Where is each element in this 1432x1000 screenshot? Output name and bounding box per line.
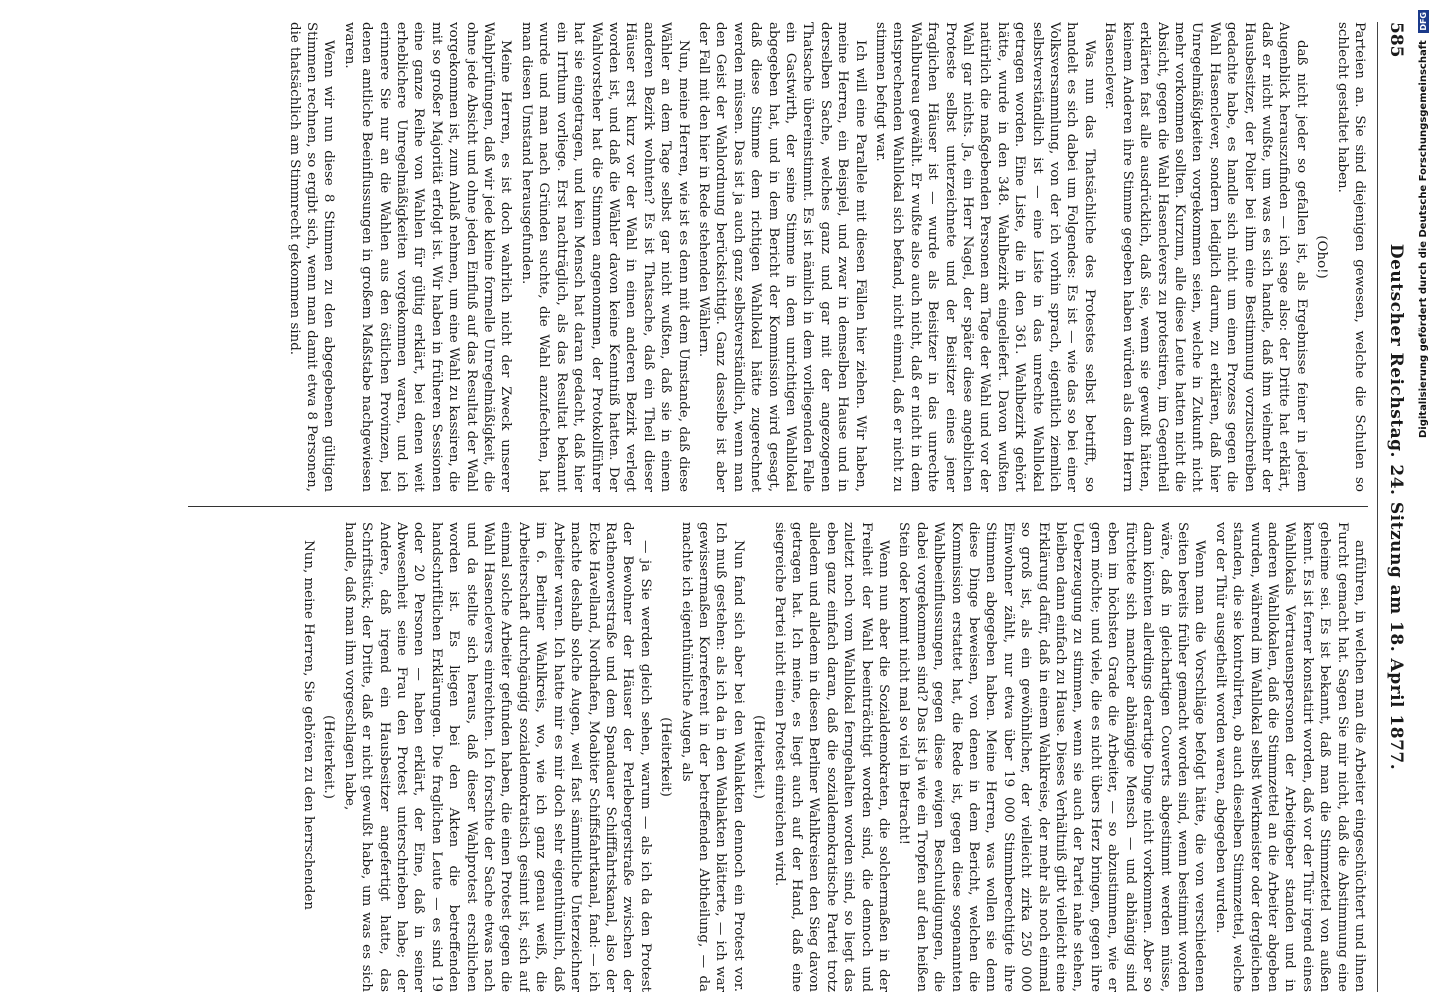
scanned-page [156,22,1412,992]
left-column-paragraph: Meine Herren, es ist doch wahrlich nicht der Zweck unserer Wahlprüfungen, daß wir jede kleine formelle Unregelmäßigkeit, die ohne jede Absicht und ohne jeden Einfluß auf das Resultat der Wahl vorgekommen ist, zum Anlaß nehmen, um eine Wahl zu kassiren, die mit so großer Majorität erfolgt ist. Wir haben in früheren Sessionen eine ganze Reihe von Wahlen für gültig erklärt, bei denen weit erheblichere Unregelmäßigkeiten vorgekommen waren, und ich erinnere Sie nur an die Wahlen aus den östlichen Provinzen, bei denen amtliche Beeinflussungen in großem Maßstabe nachgewiesen waren. [341,22,514,492]
left-column-paragraph: Wenn wir nun diese 8 Stimmen zu den abgegebenen gültigen Stimmen rechnen, so ergibt sich, wenn man damit etwa 8 Personen, die thatsächlich am Stimmrecht gekommen sind. [286,22,337,492]
page-number: 585 [1386,22,1406,58]
right-column-paragraph: (Heiterkeit) [658,717,674,797]
left-column-paragraph: Ich will eine Parallele mit diesen Fällen hier ziehen. Wir haben, meine Herren, ein Beispiel, und zwar in demselben Hause und in derselben Sache, welches ganz und gar mit der angezogenen Thatsache übereinstimmt. Es ist nämlich in dem vorliegenden Falle ein Gastwirth, der seine Stimme in dem unrichtigen Wahllokal abgegeben hat, und in dem Bericht der Kommission wird gesagt, daß diese Stimme dem richtigen Wahllokal hätte zugerechnet werden müssen. Das ist ja auch ganz selbstverständlich, wenn man den Geist der Wahlordnung berücksichtigt. Ganz dasselbe ist aber der Fall mit den hier in Rede stehenden Wählern. [695,22,868,492]
right-column-paragraph: anführen, in welchen man die Arbeiter eingeschüchtert und ihnen Furcht gemacht hat. Sagen Sie mir nicht, daß die Abstimmung eine geheime sei. Es ist bekannt, daß man die Stimmzettel von außen kennt. Es ist ferner konstatirt worden, daß vor der Thür irgend eines Wahllokals Vertrauenspersonen der Arbeitgeber standen und in anderen Wahllokalen, daß die Stimmzettel an die Arbeiter abgeben wurden, während im Wahllokal selbst Werkmeister oder dergleichen standen, die sie kontrolirten, ob auch dieselben Stimmzettel, welche vor der Thür ausgetheilt worden waren, abgegeben wurden. [1212,522,1367,992]
dfg-logo-icon: DFG [1418,12,1428,31]
left-column-paragraph: daß nicht jeder so gefallen ist, als Ergebnisse feiner in jedem Augenblick herauszufinden — ich sage also: der Dritte hat erklärt, daß er nicht wußte, um was es sich handle, daß ihm vielmehr der Hausbesitzer, der Polier bei ihm eine Bestimmung vorzuschreiben gedachte habe, es handle sich nicht um einen Prozess gegen die Wahl Hasenclever, sondern lediglich darum, zu erklären, daß hier Unregelmäßigkeiten vorgekommen seien, welche in Zukunft nicht mehr vorkommen sollten. Kurzum, alle diese Leute hatten nicht die Absicht, gegen die Wahl Hasenclevers zu protestiren, im Gegentheil erklärten fast alle ausdrücklich, daß sie, wenn sie gewußt hätten, keinem Anderen ihre Stimme gegeben haben würden als dem Herrn Hasenclever. [1102,22,1309,492]
right-column [168,522,1368,992]
right-column-paragraph: Nun fand sich aber bei den Wahlakten dennoch ein Protest vor. Ich muß gestehen: als ich da in den Wahlakten blätterte, — ich war gewissermaßen Korreferent in der betreffenden Abtheilung, — da machte ich eigenthümliche Augen, als [678,522,746,992]
right-column-paragraph: (Heiterkeit.) [321,715,337,799]
running-title: Deutscher Reichstag. 24. Sitzung am 18. April 1877. [1386,243,1406,771]
attribution-label: Digitalisierung gefördert durch die Deutsche Forschungsgemeinschaft [1418,40,1429,439]
right-column-paragraph: (Heiterkeit.) [751,715,767,799]
page-header [1377,22,1412,992]
left-column-paragraph: (Oho!) [1314,235,1330,279]
left-column-paragraph: Was nun das Thatsächliche des Protestes selbst betrifft, so handelt es sich dabei um Folgendes: Es ist — wie das so bei einer Volksversammlung, von der ich vorhin sprach, eigentlich ziemlich selbstverständlich ist — eine Liste in das unrechte Wahllokal getragen worden. Eine Liste, die in den 361. Wahlbezirk gehört hätte, wurde in den 348. Wahlbezirk eingeliefert. Davon wußten natürlich die maßgebenden Personen am Tage der Wahl und vor der Wahl gar nichts. Ja, ein Herr Nagel, der später diese angeblichen Proteste selbst unterzeichnete und der Beisitzer eines jener fraglichen Häuser ist — wurde als Beisitzer in das unrechte Wahlbureau gewählt. Er wußte also auch nicht, daß er nicht in dem entsprechenden Wahllokal sich befand, nicht einmal, daß er nicht zu stimmen befugt war. [873,22,1097,492]
right-column-paragraph: Wenn man die Vorschläge befolgt hätte, die von verschiedenen Seiten bereits früher gemacht worden sind, wenn bestimmt worden wäre, daß in gleichartigen Couverts abgestimmt werden müsse, dann könnten allerdings derartige Dinge nicht vorkommen. Aber so fürchtete sich mancher abhängige Mensch — und abhängig sind eben im höchsten Grade die Arbeiter, — so abzustimmen, wie er gern möchte; und viele, die es nicht übers Herz bringen, gegen ihre Ueberzeugung zu stimmen, wenn sie auch der Partei nahe stehen, bleiben dann einfach zu Hause. Dieses Verhältniß gibt vielleicht eine Erklärung dafür, daß in einem Wahlkreise, der mehr als noch einmal so groß ist, als ein gewöhnlicher, der vielleicht zirka 250 000 Einwohner zählt, nur etwa über 19 000 Stimmberechtigte ihre Stimmen abgegeben haben. Meine Herren, was wollen sie denn diese Dinge beweisen, von denen in dem Bericht, welchen die Kommission erstattet hat, die Rede ist, gegen diese sogenannten Wahlbeeinflussungen, gegen diese ewigen Beschuldigungen, die dabei vorgekommen sind? Das ist ja wie ein Tropfen auf den heißen Stein oder kommt nicht mal so viel in Betracht! [896,522,1208,992]
attribution-text [1416,10,1432,990]
right-column-paragraph: Wenn nun aber die Sozialdemokraten, die solchermaßen in der Freiheit der Wahl beeinträchtigt worden sind, die dennoch und zuletzt noch vom Wahllokal ferngehalten worden sind, so liegt das eben ganz einfach daran, daß die sozialdemokratische Partei trotz alledem und alledem in diesen Berliner Wahlkreisen den Sieg davon getragen hat. Ich meine, es liegt auch auf der Hand, daß eine siegreiche Partei nicht einen Protest einreichen wird. [771,522,892,992]
attribution-strip [1416,10,1432,990]
right-column-paragraph: Nun, meine Herren, Sie gehören zu den herrschenden [301,540,317,911]
left-column [168,22,1368,492]
left-column-paragraph: Nun, meine Herren, wie ist es denn mit dem Umstande, daß diese Wähler an dem Tage selbst gar nicht wußten, daß sie in einem anderen Bezirk wohnten? Es ist Thatsache, daß ein Theil dieser Häuser erst kurz vor der Wahl in einen anderen Bezirk verlegt worden ist, und daß die Wähler davon keine Kenntniß hatten. Der Wahlvorsteher hat die Stimmen angenommen, der Protokollführer hat sie eingetragen, und kein Mensch hat daran gedacht, daß hier ein Irrthum vorliege. Erst nachträglich, als das Resultat bekannt wurde und man nach Gründen suchte, die Wahl anzufechten, hat man diesen Umstand herausgefunden. [518,22,691,492]
right-column-paragraph: — ja Sie werden gleich sehen, warum — als ich da den Protest der Bewohner der Häuser der Perlebergerstraße zwischen der Rathenowerstraße und dem Spandauer Schifffahrtskanal, also der Ecke Havelland, Nordhafen, Moabiter Schiffsfahrtkanal, fand: — ich machte deshalb solche Augen, weil fast sämmtliche Unterzeichner Arbeiter waren. Ich hatte mir es mir doch sehr eigenthümlich, daß im 6. Berliner Wahlkreis, wo, wie ich ganz genau weiß, die Arbeiterschaft durchgängig sozialdemokratisch gesinnt ist, sich auf einmal solche Arbeiter gefunden haben, die einen Protest gegen die Wahl Hasenclevers einreichten. Ich forschte der Sache etwas nach und da stellte sich heraus, daß dieser Wahlprotest erschlichen worden ist. Es liegen bei den Akten die betreffenden handschriftlichen Erklärungen. Die fraglichen Leute — es sind 19 oder 20 Personen — haben erklärt, der Eine, daß in seiner Abwesenheit seine Frau den Protest unterschrieben habe; der Andere, daß irgend ein Hausbesitzer angefertigt hatte, das Schriftstück; der Dritte, daß er nicht gewußt habe, um was es sich handle, daß man ihm vorgeschlagen habe, [341,522,653,992]
column-divider [188,506,1368,507]
left-column-paragraph: Parteien an. Sie sind diejenigen gewesen, welche die Schulen so schlecht gestaltet haben. [1334,22,1367,492]
